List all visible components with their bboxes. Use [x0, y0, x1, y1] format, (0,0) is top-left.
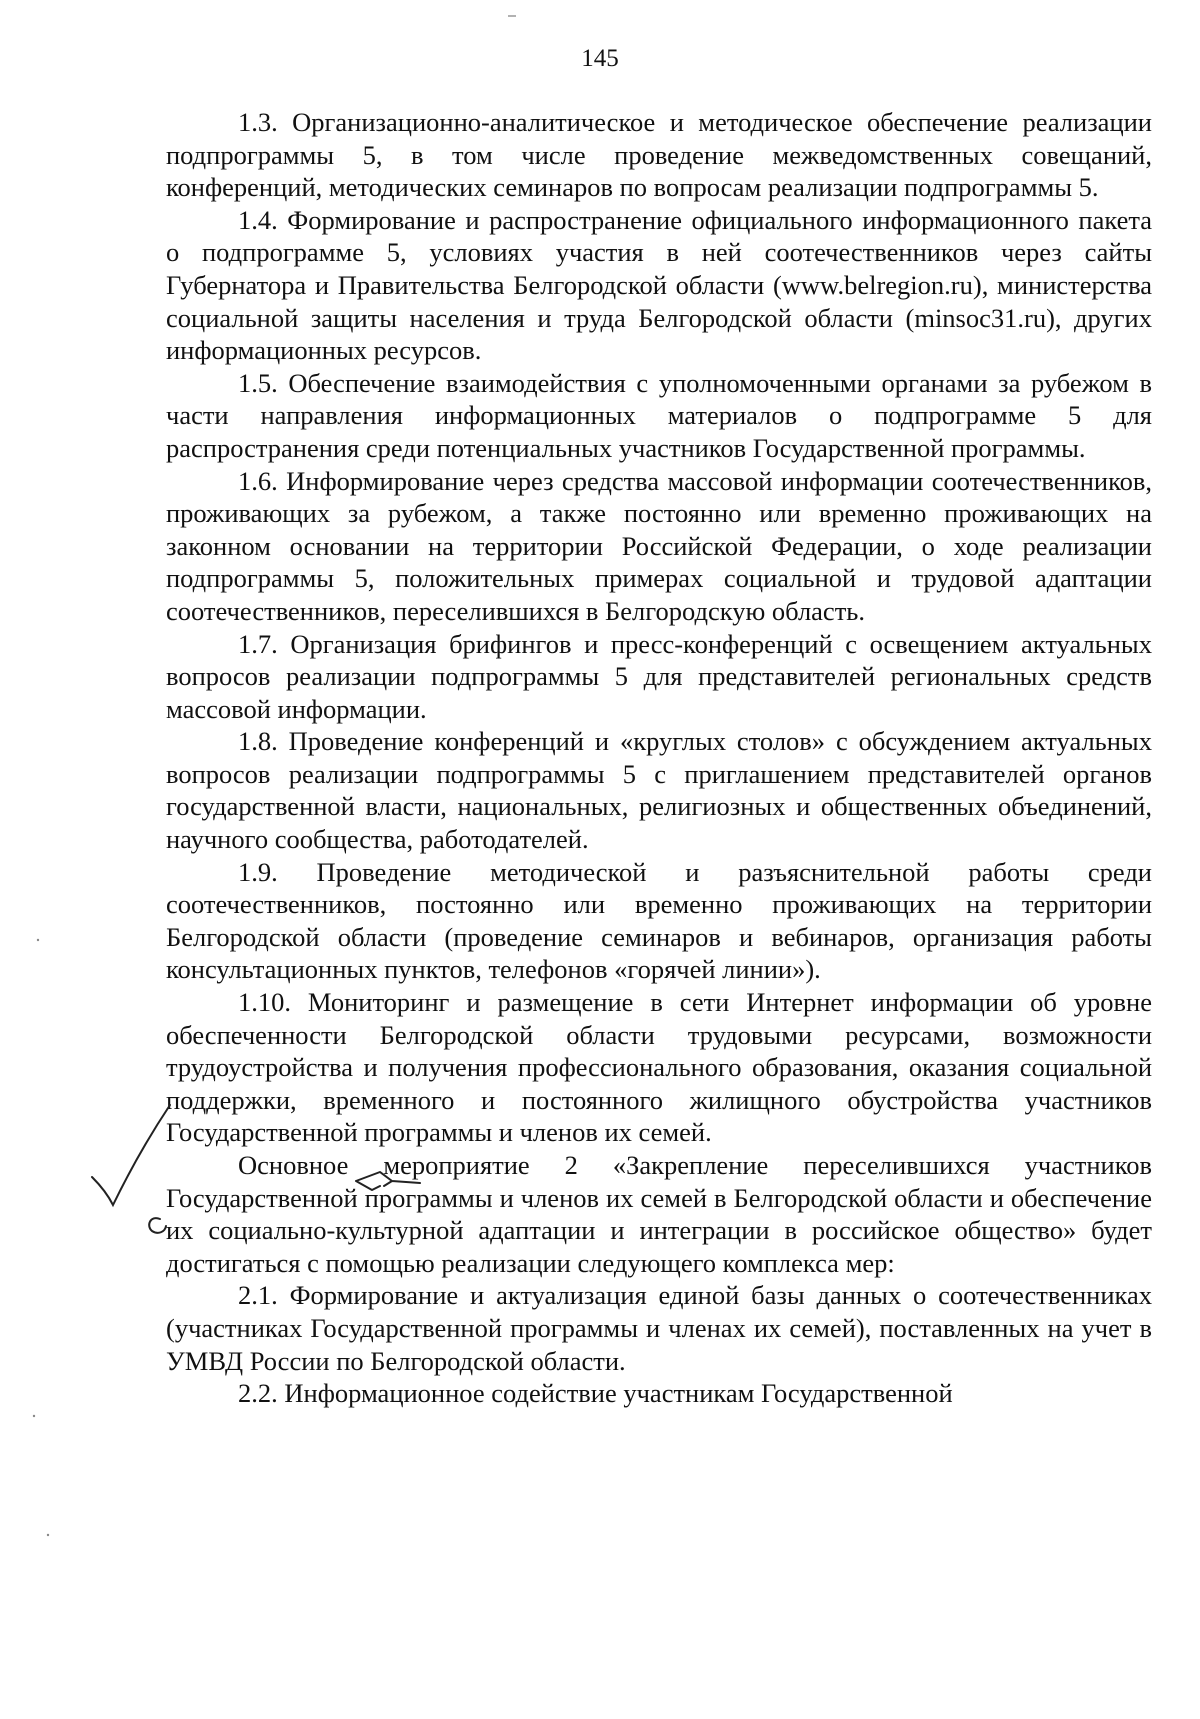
- paragraph-1-6: 1.6. Информирование через средства массовой информации соотечественников, проживающих за рубежом, а также постоянно или временно проживающих на законном основании на территории Российской Федерации, о ходе реализации подпрограммы 5, положительных примерах социальной и трудовой адаптации соотечественников, переселившихся в Белгородскую область.: [166, 465, 1152, 626]
- scan-dot: [47, 1534, 49, 1536]
- paragraph-2-1: 2.1. Формирование и актуализация единой базы данных о соотечественниках (участниках Государственной программы и членах их семей), поставленных на учет в УМВД России по Белгородской области.: [166, 1280, 1152, 1376]
- page-number: 145: [581, 45, 619, 72]
- checkmark-icon: [92, 1105, 170, 1205]
- paragraph-1-8: 1.8. Проведение конференций и «круглых столов» с обсуждением актуальных вопросов реализации подпрограммы 5 с приглашением представителей органов государственной власти, национальных, религиозных и общественных объединений, научного сообщества, работодателей.: [166, 726, 1152, 855]
- scan-dot: [33, 1415, 35, 1417]
- scan-dot: [37, 939, 39, 941]
- paragraph-1-3: 1.3. Организационно-аналитическое и методическое обеспечение реализации подпрограммы 5, в том числе проведение межведомственных совещаний, конференций, методических семинаров по вопросам реализации подпрограммы 5.: [166, 107, 1152, 203]
- paragraph-1-5: 1.5. Обеспечение взаимодействия с уполномоченными органами за рубежом в части направления информационных материалов о подпрограмме 5 для распространения среди потенциальных участников Государственной программы.: [166, 367, 1152, 463]
- paragraph-1-7: 1.7. Организация брифингов и пресс-конференций с освещением актуальных вопросов реализации подпрограммы 5 для представителей региональных средств массовой информации.: [166, 628, 1152, 724]
- insertion-hook-icon: [149, 1218, 166, 1233]
- paragraph-main-event-2: Основное мероприятие 2 «Закрепление переселившихся участников Государственной программы и членов их семей в Белгородской области и обеспечение их социально-культурной адаптации и интеграции в российское общество» будет достигаться с помощью реализации следующего комплекса мер:: [166, 1150, 1152, 1278]
- paragraph-2-2: 2.2. Информационное содействие участникам Государственной: [238, 1378, 953, 1409]
- paragraph-1-9: 1.9. Проведение методической и разъяснительной работы среди соотечественников, постоянно или временно проживающих на территории Белгородской области (проведение семинаров и вебинаров, организация работы консультационных пунктов, телефонов «горячей линии»).: [166, 856, 1152, 985]
- paragraph-1-4: 1.4. Формирование и распространение официального информационного пакета о подпрограмме 5, условиях участия в ней соотечественников через сайты Губернатора и Правительства Белгородской области (www.belregion.ru), министерства социальной защиты населения и труда Белгородской области (minsoc31.ru), других информационных ресурсов.: [166, 204, 1152, 366]
- document-body: [166, 106, 1152, 1410]
- paragraph-1-10: 1.10. Мониторинг и размещение в сети Интернет информации об уровне обеспеченности Белгородской области трудовыми ресурсами, возможности трудоустройства и получения профессионального образования, оказания социальной поддержки, временного и постоянного жилищного обустройства участников Государственной программы и членов их семей.: [166, 987, 1152, 1148]
